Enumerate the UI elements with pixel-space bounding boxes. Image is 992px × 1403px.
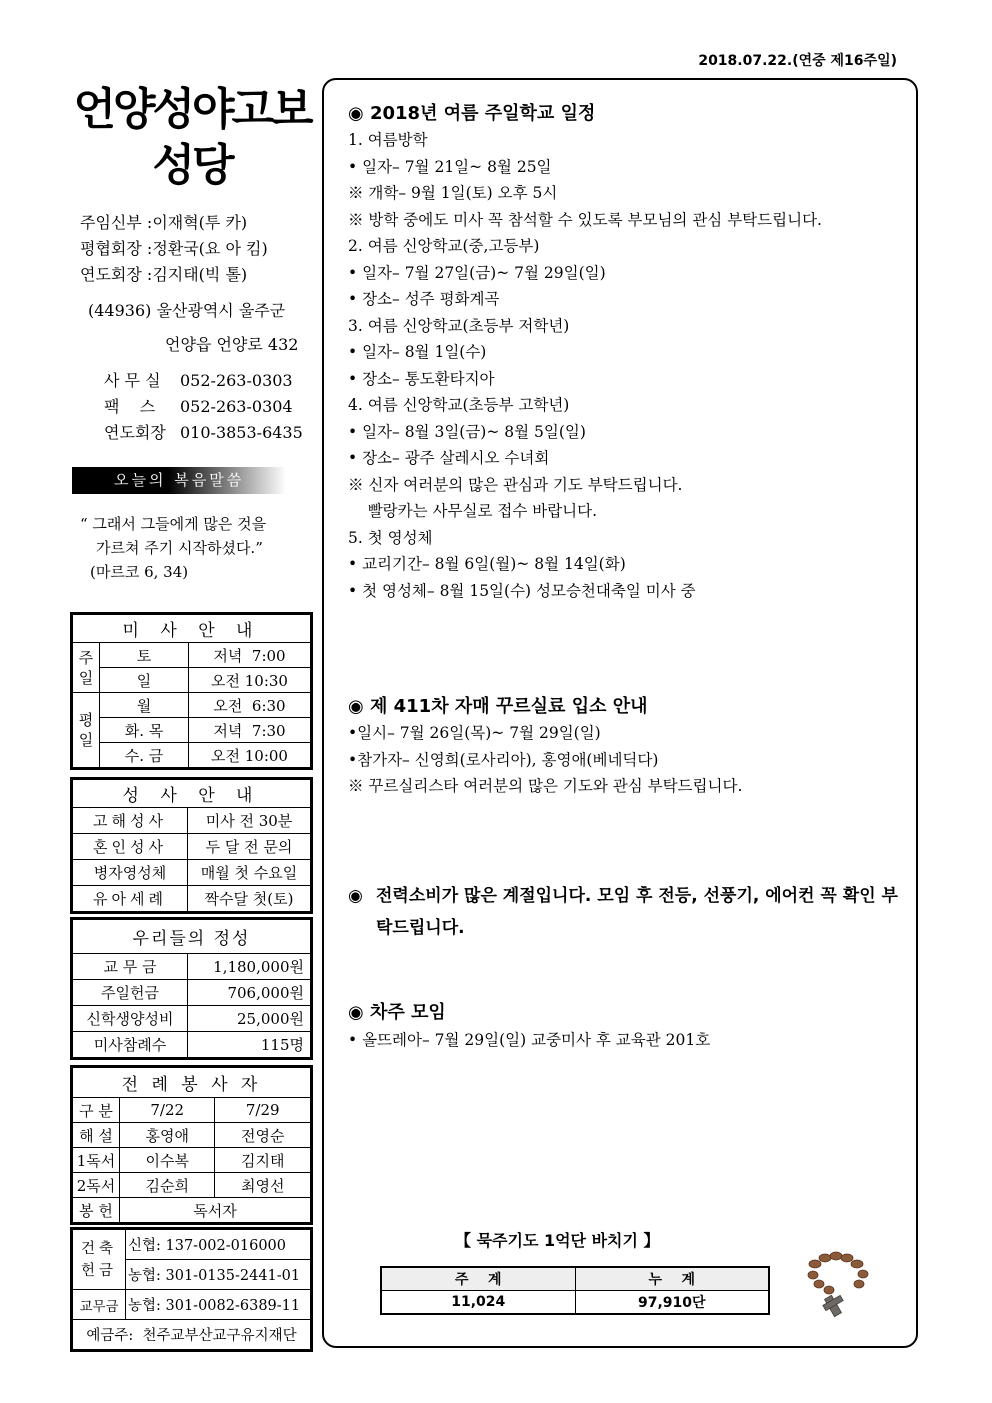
church-name-line1: 언양성야고보	[73, 84, 311, 135]
mass-group-sunday: 주일	[73, 643, 100, 693]
list-item: • 일자– 8월 1일(수)	[348, 343, 487, 361]
server-name: 최영선	[215, 1173, 311, 1198]
staff-role: 평협회장 :	[80, 239, 153, 258]
offering-amount: 115명	[188, 1032, 311, 1058]
rosary-col-total: 누 계	[575, 1267, 769, 1291]
sacrament-name: 병자영성체	[73, 860, 188, 886]
bank-accounts-table	[70, 1227, 313, 1352]
server-name: 이수복	[120, 1148, 215, 1173]
sacrament-name: 고해성사	[73, 808, 188, 834]
list-item: • 일자– 7월 27일(금)~ 7월 29일(일)	[348, 263, 606, 282]
contact-yeondo	[104, 420, 303, 443]
server-role: 해 설	[73, 1123, 120, 1148]
offering-name: 신학생양성비	[73, 1006, 188, 1032]
sacraments-heading: 성 사 안 내	[73, 780, 311, 808]
rosary-title: 【 묵주기도 1억단 바치기 】	[455, 1231, 660, 1250]
server-role: 1독서	[73, 1148, 120, 1173]
mass-time: 저녁 7:00	[189, 643, 311, 668]
address-line1: (44936) 울산광역시 울주군	[88, 301, 286, 320]
sacrament-name: 혼인성사	[73, 834, 188, 860]
mass-day: 월	[100, 693, 189, 718]
contact-fax	[104, 394, 293, 417]
summer-school-body	[348, 127, 822, 604]
offerings-table	[70, 917, 313, 1060]
list-item: ※ 개학– 9월 1일(토) 오후 5시	[348, 184, 558, 202]
list-item: • 일자– 7월 21일~ 8월 25일	[348, 157, 552, 176]
bulletin-date: 2018.07.22.(연중 제16주일)	[698, 53, 897, 69]
staff-name: 정환국(요 아 킴)	[152, 239, 268, 258]
server-name: 김순희	[120, 1173, 215, 1198]
server-name: 독서자	[120, 1198, 311, 1223]
mass-time: 저녁 7:30	[189, 718, 311, 743]
contact-label: 팩 스	[104, 397, 156, 416]
sacrament-info: 미사 전 30분	[188, 808, 311, 834]
list-item: •참가자– 신영희(로사리아), 홍영애(베네딕다)	[348, 750, 659, 769]
list-item: • 일자– 8월 3일(금)~ 8월 5일(일)	[348, 422, 586, 441]
mass-time: 오전 6:30	[189, 693, 311, 718]
staff-name: 이재혁(투 카)	[152, 213, 248, 232]
mass-schedule-table	[70, 612, 313, 770]
bank-account: 농협: 301-0082-6389-11	[126, 1290, 311, 1320]
mass-time: 오전 10:00	[189, 743, 311, 768]
address-line2: 언양읍 언양로 432	[165, 335, 299, 354]
offering-amount: 25,000원	[188, 1006, 311, 1032]
servers-heading: 전 례 봉 사 자	[73, 1068, 311, 1098]
mass-day: 일	[100, 668, 189, 693]
next-week-meetings-title: ◉ 차주 모임	[348, 1002, 446, 1023]
cursillo-body	[348, 720, 742, 800]
church-name-line2: 성당	[152, 140, 232, 191]
rosary-col-week: 주 계	[381, 1267, 575, 1291]
gospel-reference: (마르코 6, 34)	[90, 563, 189, 581]
list-item: 3. 여름 신앙학교(초등부 저학년)	[348, 316, 570, 335]
list-item: • 교리기간– 8월 6일(월)~ 8월 14일(화)	[348, 555, 626, 573]
bank-account: 농협: 301-0135-2441-01	[126, 1260, 311, 1290]
staff-row	[80, 262, 247, 285]
rosary-beads-icon	[803, 1248, 873, 1318]
staff-row	[80, 236, 268, 259]
mass-heading: 미 사 안 내	[73, 615, 311, 643]
sacrament-name: 유아세례	[73, 886, 188, 912]
building-fund-label: 건축 헌금	[73, 1230, 126, 1290]
list-item: • 장소– 성주 평화계곡	[348, 290, 500, 308]
list-item: • 올뜨레아– 7월 29일(일) 교중미사 후 교육관 201호	[348, 1031, 711, 1049]
offering-amount: 706,000원	[188, 980, 311, 1006]
mass-group-weekday: 평일	[73, 693, 100, 768]
cursillo-title: ◉ 제 411차 자매 꾸르실료 입소 안내	[348, 696, 648, 717]
list-item: 2. 여름 신앙학교(중,고등부)	[348, 237, 540, 255]
server-name: 전영순	[215, 1123, 311, 1148]
rosary-total-value: 97,910단	[575, 1291, 769, 1315]
contact-value: 010-3853-6435	[180, 423, 303, 442]
offerings-heading: 우리들의 정성	[73, 920, 311, 954]
offering-name: 미사참례수	[73, 1032, 188, 1058]
list-item: • 첫 영성체– 8월 15일(수) 성모승천대축일 미사 중	[348, 581, 696, 600]
servers-date: 7/29	[215, 1098, 311, 1123]
list-item: ※ 꾸르실리스타 여러분의 많은 기도와 관심 부탁드립니다.	[348, 777, 743, 795]
servers-date: 7/22	[120, 1098, 215, 1123]
gospel-line: 가르쳐 주기 시작하셨다.”	[96, 539, 263, 557]
mass-day: 수. 금	[100, 743, 189, 768]
bank-account: 신협: 137-002-016000	[126, 1230, 311, 1260]
mass-day: 토	[100, 643, 189, 668]
staff-row	[80, 210, 247, 233]
power-notice-text: 전력소비가 많은 계절입니다. 모임 후 전등, 선풍기, 에어컨 꼭 확인 부탁드립니다.	[376, 886, 898, 938]
mass-day: 화. 목	[100, 718, 189, 743]
contact-value: 052-263-0304	[180, 397, 293, 416]
list-item: 빨랑카는 사무실로 접수 바랍니다.	[348, 502, 598, 520]
list-item: •일시– 7월 26일(목)~ 7월 29일(일)	[348, 724, 601, 742]
list-item: • 장소– 광주 살레시오 수녀회	[348, 449, 550, 467]
list-item: 1. 여름방학	[348, 131, 428, 149]
contact-label: 연도회장	[104, 423, 166, 442]
rosary-table	[380, 1266, 770, 1315]
summer-school-title: ◉ 2018년 여름 주일학교 일정	[348, 103, 596, 124]
offering-name: 주일헌금	[73, 980, 188, 1006]
list-item: ※ 방학 중에도 미사 꼭 참석할 수 있도록 부모님의 관심 부탁드립니다.	[348, 210, 822, 229]
staff-name: 김지태(빅 톨)	[152, 265, 248, 284]
server-name: 홍영애	[120, 1123, 215, 1148]
list-item: 5. 첫 영성체	[348, 528, 433, 547]
sacrament-info: 매월 첫 수요일	[188, 860, 311, 886]
contact-office	[104, 368, 293, 391]
account-holder: 예금주: 천주교부산교구유지재단	[73, 1320, 311, 1350]
gospel-quote	[80, 512, 266, 584]
server-role: 2독서	[73, 1173, 120, 1198]
server-name: 김지태	[215, 1148, 311, 1173]
rosary-week-value: 11,024	[381, 1291, 575, 1315]
power-notice-marker: ◉	[348, 886, 363, 906]
offering-amount: 1,180,000원	[188, 954, 311, 980]
servers-table	[70, 1065, 313, 1225]
mass-time: 오전 10:30	[189, 668, 311, 693]
staff-role: 연도회장 :	[80, 265, 153, 284]
contact-value: 052-263-0303	[180, 371, 293, 390]
gospel-heading: 오늘의 복음말씀	[72, 467, 286, 494]
staff-role: 주임신부 :	[80, 213, 153, 232]
offering-name: 교 무 금	[73, 954, 188, 980]
list-item: ※ 신자 여러분의 많은 관심과 기도 부탁드립니다.	[348, 475, 683, 494]
sacrament-info: 짝수달 첫(토)	[188, 886, 311, 912]
sacrament-info: 두 달 전 문의	[188, 834, 311, 860]
server-role: 봉 헌	[73, 1198, 120, 1223]
list-item: 4. 여름 신앙학교(초등부 고학년)	[348, 396, 570, 414]
contact-label: 사 무 실	[104, 371, 161, 390]
sacraments-table	[70, 777, 313, 914]
servers-col-label: 구 분	[73, 1098, 120, 1123]
gospel-line: “ 그래서 그들에게 많은 것을	[80, 515, 267, 533]
tithe-label: 교무금	[73, 1290, 126, 1320]
list-item: • 장소– 통도환타지아	[348, 369, 495, 388]
next-week-meetings-body	[348, 1027, 710, 1054]
